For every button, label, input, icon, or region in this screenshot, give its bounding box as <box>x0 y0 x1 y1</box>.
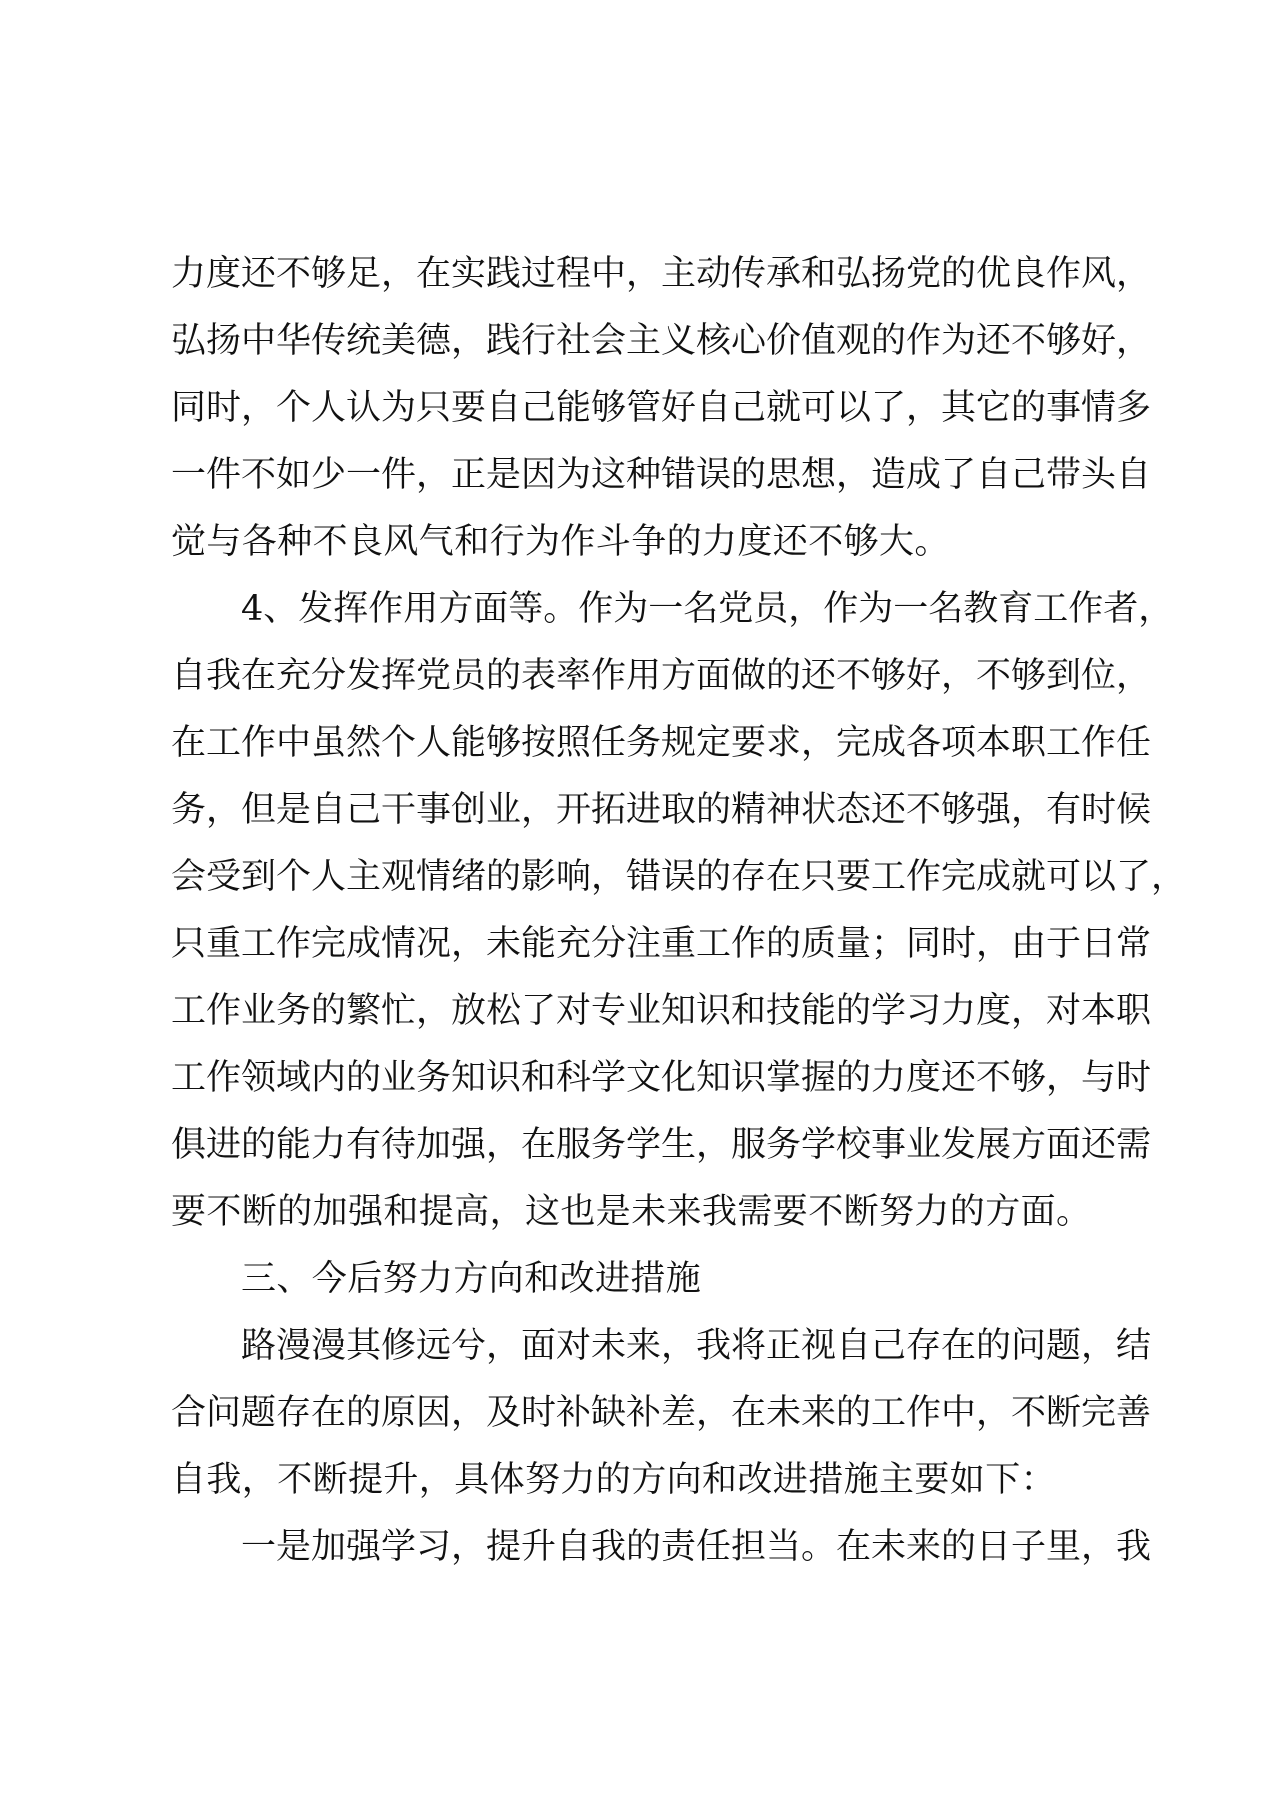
text-line: 工作领域内的业务知识和科学文化知识掌握的力度还不够，与时 <box>171 1058 1152 1098</box>
text-line: 合问题存在的原因，及时补缺补差，在未来的工作中，不断完善 <box>171 1393 1152 1433</box>
text-line: 要不断的加强和提高，这也是未来我需要不断努力的方面。 <box>171 1192 1092 1232</box>
document-page <box>171 241 1187 1581</box>
text-line: 力度还不够足，在实践过程中，主动传承和弘扬党的优良作风， <box>171 254 1152 294</box>
text-line: 觉与各种不良风气和行为作斗争的力度还不够大。 <box>171 522 950 562</box>
text-line: 务，但是自己干事创业，开拓进取的精神状态还不够强，有时候 <box>171 790 1152 830</box>
text-line: 在工作中虽然个人能够按照任务规定要求，完成各项本职工作任 <box>171 723 1152 763</box>
text-line: 俱进的能力有待加强，在服务学生，服务学校事业发展方面还需 <box>171 1125 1152 1165</box>
text-line: 一件不如少一件，正是因为这种错误的思想，造成了自己带头自 <box>171 455 1152 495</box>
text-line: 只重工作完成情况，未能充分注重工作的质量；同时，由于日常 <box>171 924 1152 964</box>
text-line: 路漫漫其修远兮，面对未来，我将正视自己存在的问题，结 <box>241 1326 1152 1366</box>
text-line: 同时，个人认为只要自己能够管好自己就可以了，其它的事情多 <box>171 388 1152 428</box>
text-line: 一是加强学习，提升自我的责任担当。在未来的日子里，我 <box>241 1527 1152 1567</box>
text-line: 工作业务的繁忙，放松了对专业知识和技能的学习力度，对本职 <box>171 991 1152 1031</box>
text-line: 自我在充分发挥党员的表率作用方面做的还不够好，不够到位， <box>171 656 1152 696</box>
text-line: 4、发挥作用方面等。作为一名党员，作为一名教育工作者， <box>241 589 1174 629</box>
text-line: 自我，不断提升，具体努力的方向和改进措施主要如下： <box>171 1460 1057 1500</box>
text-line: 三、今后努力方向和改进措施 <box>241 1259 702 1299</box>
text-line: 弘扬中华传统美德，践行社会主义核心价值观的作为还不够好， <box>171 321 1152 361</box>
text-line: 会受到个人主观情绪的影响，错误的存在只要工作完成就可以了， <box>171 857 1187 897</box>
